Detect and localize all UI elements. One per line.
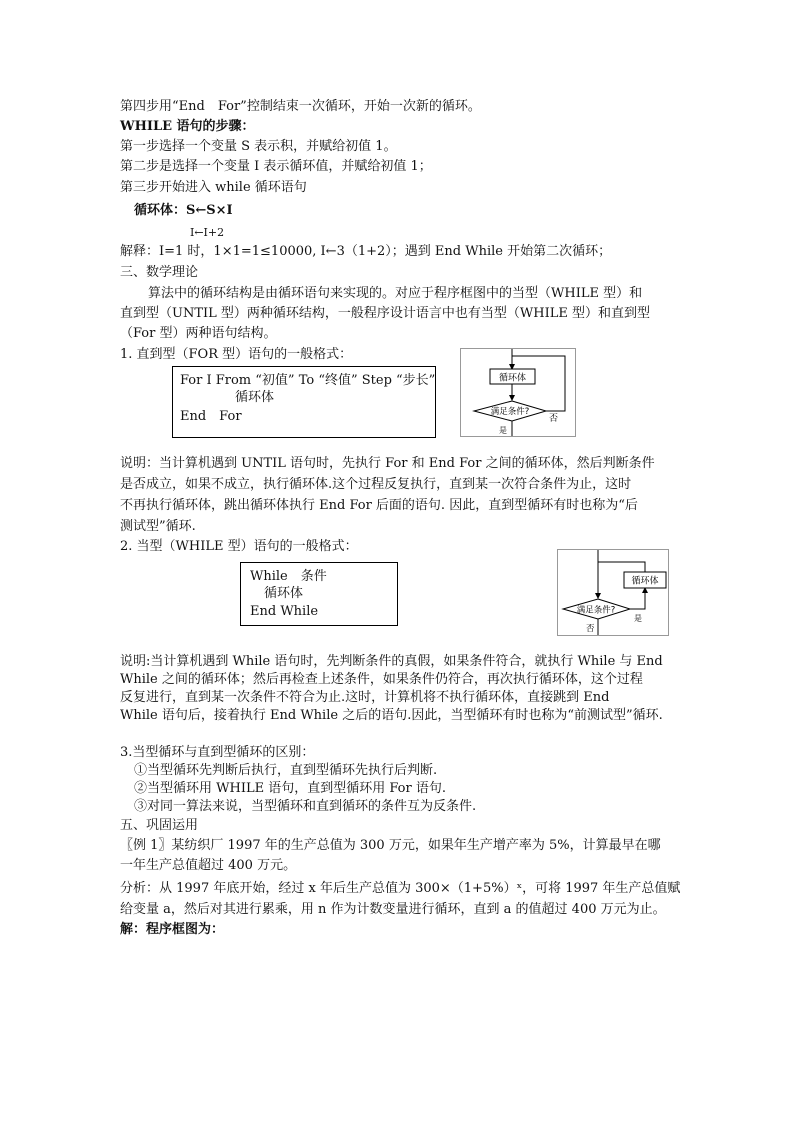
difference-item3: ③对同一算法来说，当型循环和直到循环的条件互为反条件. <box>134 799 477 814</box>
until-explain-line1: 说明：当计算机遇到 UNTIL 语句时，先执行 For 和 End For 之间的循环体，然后判断条件 <box>120 456 655 471</box>
for-syntax-line1: For I From “初值” To “终值” Step “步长” <box>180 373 436 388</box>
while-explain-line4: While 语句后，接着执行 End While 之后的语句.因此，当型循环有时也称为“前测试型”循环. <box>120 708 663 723</box>
condition-label: 满足条件? <box>490 407 530 417</box>
loop-body-label: 循环体 <box>498 373 527 384</box>
loop-body-label: 循环体 <box>631 576 659 587</box>
theory-para-line3: （For 型）两种语句结构。 <box>120 326 277 341</box>
while-syntax-line2: 循环体 <box>264 586 304 601</box>
until-flowchart-svg <box>461 349 575 436</box>
step3-line: 第三步开始进入 while 循环语句 <box>120 180 307 195</box>
while-steps-heading: WHILE 语句的步骤： <box>120 119 255 134</box>
while-explain-line2: While 之间的循环体；然后再检查上述条件，如果条件仍符合，再次执行循环体，这个过程 <box>120 672 643 687</box>
example1-line2: 一年生产总值超过 400 万元。 <box>120 858 297 873</box>
step2-line: 第二步是选择一个变量 I 表示循环值，并赋给初值 1； <box>120 159 432 174</box>
theory-para-line1: 算法中的循环结构是由循环语句来实现的。对应于程序框图中的当型（WHILE 型）和 <box>148 286 643 301</box>
example1-line1: 〖例 1〗某纺织厂 1997 年的生产总值为 300 万元，如果年生产增产率为 5%，计算最早在哪 <box>120 838 661 853</box>
section-heading-practice: 五、巩固运用 <box>120 818 199 833</box>
while-explain-line3: 反复进行，直到某一次条件不符合为止.这时，计算机将不执行循环体，直接跳到 End <box>120 690 610 705</box>
until-explain-line4: 测试型”循环. <box>120 519 196 534</box>
loop-body-line: 循环体：S←S×I <box>134 203 233 218</box>
while-syntax-box <box>240 562 398 626</box>
yes-to-body-arrow <box>630 588 645 609</box>
while-flowchart-svg <box>558 550 668 635</box>
section-heading-theory: 三、数学理论 <box>120 265 199 280</box>
until-explain-line3: 不再执行循环体，跳出循环体执行 End For 后面的语句. 因此，直到型循环有时也称为“后 <box>120 498 638 513</box>
no-label: 否 <box>586 624 595 634</box>
difference-heading: 3.当型循环与直到型循环的区别： <box>120 745 315 760</box>
while-syntax-line3: End While <box>250 604 319 619</box>
theory-para-line2: 直到型（UNTIL 型）两种循环结构，一般程序设计语言中也有当型（WHILE 型）和直到型 <box>120 306 650 321</box>
body-loop-back <box>598 562 645 572</box>
until-flowchart <box>460 348 576 437</box>
difference-item2: ②当型循环用 WHILE 语句，直到型循环用 For 语句. <box>134 781 446 796</box>
no-label: 否 <box>549 414 559 424</box>
for-syntax-line3: End For <box>180 409 242 424</box>
solution-heading: 解：程序框图为： <box>120 922 225 937</box>
increment-line: I←I+2 <box>190 226 225 239</box>
yes-label: 是 <box>634 614 642 623</box>
while-format-heading: 2. 当型（WHILE 型）语句的一般格式： <box>120 539 358 554</box>
difference-item1: ①当型循环先判断后执行，直到型循环先执行后判断. <box>134 763 438 778</box>
condition-label: 满足条件? <box>576 605 616 616</box>
explanation-line: 解释：I=1 时，1×1=1≤10000, I←3（1+2）；遇到 End While 开始第二次循环； <box>120 244 612 259</box>
while-explain-line1: 说明:当计算机遇到 While 语句时，先判断条件的真假，如果条件符合，就执行 While 与 End <box>120 654 663 669</box>
for-syntax-box <box>172 366 436 438</box>
for-syntax-line2: 循环体 <box>235 390 275 405</box>
while-syntax-line1: While 条件 <box>250 569 327 584</box>
analysis-line2: 给变量 a，然后对其进行累乘，用 n 作为计数变量进行循环，直到 a 的值超过 400 万元为止。 <box>120 902 666 917</box>
analysis-line1: 分析：从 1997 年底开始，经过 x 年后生产总值为 300×（1+5%）ˣ，可将 1997 年生产总值赋 <box>120 881 681 896</box>
yes-label: 是 <box>499 426 507 435</box>
until-explain-line2: 是否成立，如果不成立，执行循环体.这个过程反复执行，直到某一次符合条件为止，这时 <box>120 477 632 492</box>
step1-line: 第一步选择一个变量 S 表示积，并赋给初值 1。 <box>120 139 397 154</box>
while-flowchart <box>557 549 669 636</box>
step4-line: 第四步用“End For”控制结束一次循环，开始一次新的循环。 <box>120 99 481 114</box>
until-format-heading: 1. 直到型（FOR 型）语句的一般格式： <box>120 347 353 362</box>
